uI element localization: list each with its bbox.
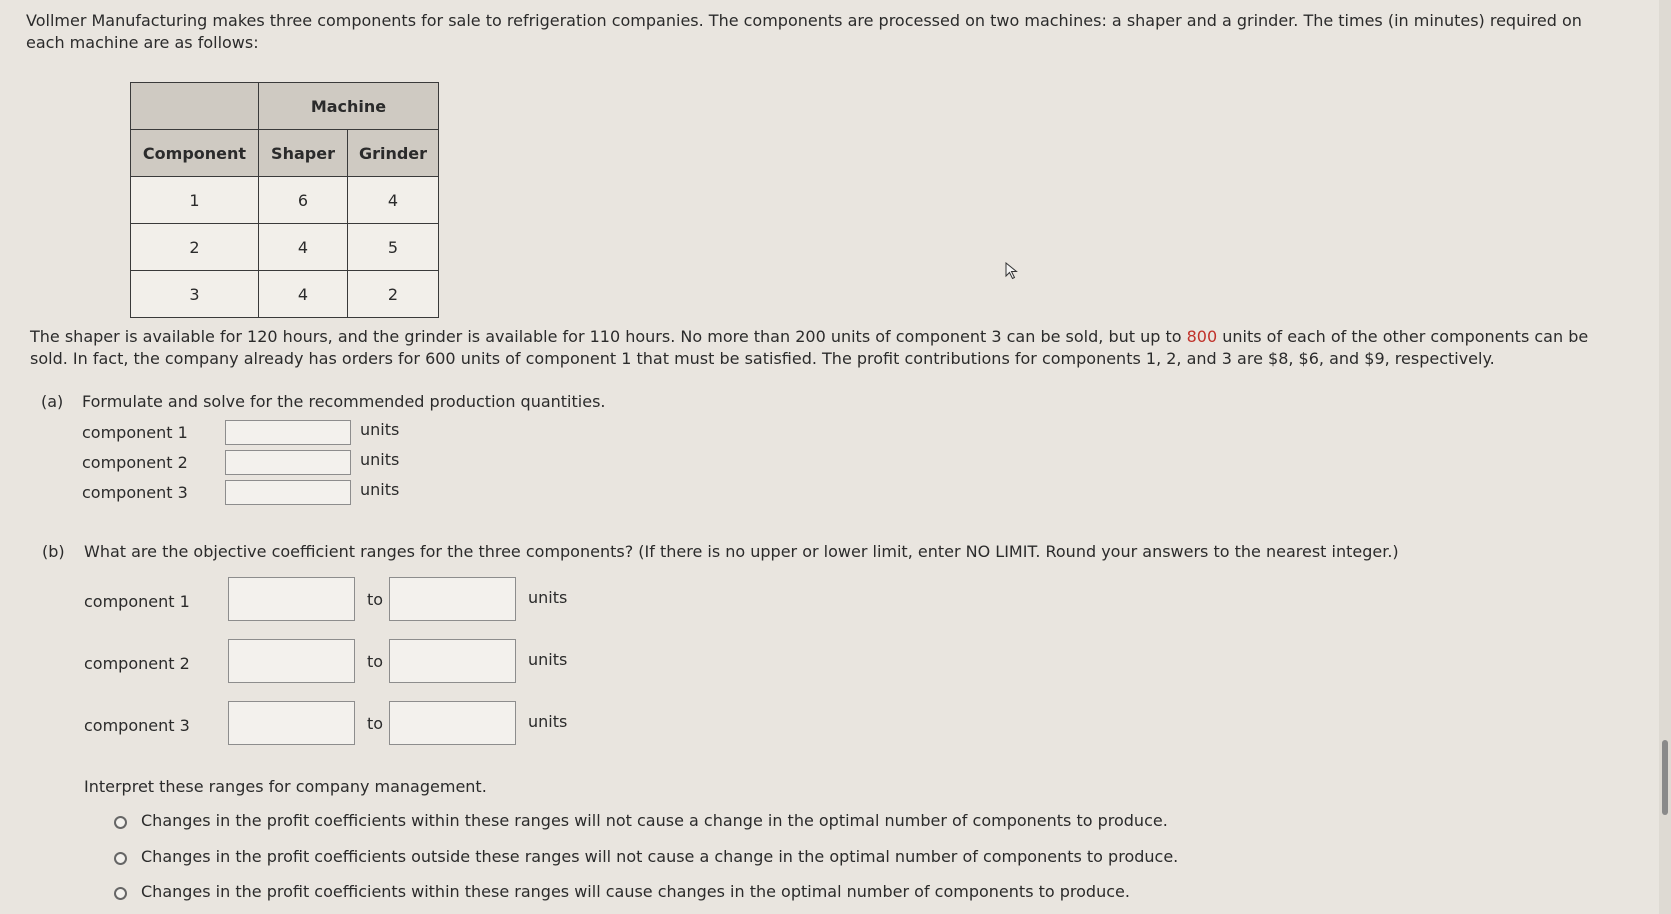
part-b-question: What are the objective coefficient ranges for the three components? (If there is no upper or lower limit, enter NO LIMIT. Round your answers to the nearest integer.) bbox=[84, 542, 1399, 561]
radio-circle-icon[interactable] bbox=[114, 852, 127, 865]
interpret-prompt: Interpret these ranges for company management. bbox=[84, 777, 487, 796]
part-b-to-3: to bbox=[367, 714, 384, 733]
cell-component: 3 bbox=[131, 271, 259, 318]
option-label: Changes in the profit coefficients within these ranges will cause changes in the optimal number of components to produce. bbox=[141, 882, 1130, 901]
part-a-component-3-input[interactable] bbox=[225, 480, 351, 505]
col-header-shaper: Shaper bbox=[259, 130, 348, 177]
part-a-label-3: component 3 bbox=[82, 483, 188, 502]
part-b-component-1-lower-input[interactable] bbox=[228, 577, 355, 621]
vertical-scrollbar[interactable] bbox=[1659, 0, 1671, 914]
part-a-label-1: component 1 bbox=[82, 423, 188, 442]
radio-circle-icon[interactable] bbox=[114, 816, 127, 829]
part-b-label-3: component 3 bbox=[84, 716, 190, 735]
col-header-component: Component bbox=[131, 130, 259, 177]
machine-time-table bbox=[130, 82, 439, 318]
table-corner bbox=[131, 83, 259, 130]
highlight-value: 800 bbox=[1186, 327, 1218, 346]
part-b-label-1: component 1 bbox=[84, 592, 190, 611]
problem-intro: Vollmer Manufacturing makes three components for sale to refrigeration companies. The components are processed on two machines: a shaper and a grinder. The times (in minutes) required on each machine are as follows: bbox=[26, 11, 1582, 52]
part-b-label-2: component 2 bbox=[84, 654, 190, 673]
part-b-to-1: to bbox=[367, 590, 384, 609]
mouse-pointer-icon bbox=[1005, 262, 1019, 280]
problem-constraints: The shaper is available for 120 hours, and the grinder is available for 110 hours. No more than 200 units of component 3 can be sold, but up to 800 units of each of the other components can be sold. In fact, the company already has orders for 600 units of component 1 that must be satisfied. The profit contributions for components 1, 2, and 3 are $8, $6, and $9, respectively. bbox=[30, 327, 1589, 368]
part-a-marker: (a) bbox=[41, 392, 64, 411]
part-b-unit-2: units bbox=[528, 650, 568, 669]
part-b-component-1-upper-input[interactable] bbox=[389, 577, 516, 621]
table-row bbox=[131, 271, 439, 318]
option-label: Changes in the profit coefficients within these ranges will not cause a change in the optimal number of components to produce. bbox=[141, 811, 1168, 830]
part-a-component-2-input[interactable] bbox=[225, 450, 351, 475]
cell-shaper: 4 bbox=[259, 271, 348, 318]
part-a-label-2: component 2 bbox=[82, 453, 188, 472]
part-a-unit-1: units bbox=[360, 420, 400, 439]
radio-circle-icon[interactable] bbox=[114, 887, 127, 900]
part-b-component-3-lower-input[interactable] bbox=[228, 701, 355, 745]
machine-group-header: Machine bbox=[259, 83, 439, 130]
part-a-unit-3: units bbox=[360, 480, 400, 499]
part-a-component-1-input[interactable] bbox=[225, 420, 351, 445]
table-row bbox=[131, 224, 439, 271]
col-header-grinder: Grinder bbox=[348, 130, 439, 177]
part-b-component-2-lower-input[interactable] bbox=[228, 639, 355, 683]
part-b-unit-3: units bbox=[528, 712, 568, 731]
part-b-marker: (b) bbox=[42, 542, 65, 561]
part-b-unit-1: units bbox=[528, 588, 568, 607]
part-a-unit-2: units bbox=[360, 450, 400, 469]
part-b-component-3-upper-input[interactable] bbox=[389, 701, 516, 745]
part-b-to-2: to bbox=[367, 652, 384, 671]
scrollbar-thumb[interactable] bbox=[1662, 740, 1668, 815]
cell-grinder: 5 bbox=[348, 224, 439, 271]
option-label: Changes in the profit coefficients outside these ranges will not cause a change in the optimal number of components to produce. bbox=[141, 847, 1179, 866]
table-row bbox=[131, 177, 439, 224]
cell-shaper: 4 bbox=[259, 224, 348, 271]
cell-shaper: 6 bbox=[259, 177, 348, 224]
part-a-question: Formulate and solve for the recommended production quantities. bbox=[82, 392, 606, 411]
cell-component: 2 bbox=[131, 224, 259, 271]
cell-grinder: 2 bbox=[348, 271, 439, 318]
cell-grinder: 4 bbox=[348, 177, 439, 224]
part-b-component-2-upper-input[interactable] bbox=[389, 639, 516, 683]
cell-component: 1 bbox=[131, 177, 259, 224]
